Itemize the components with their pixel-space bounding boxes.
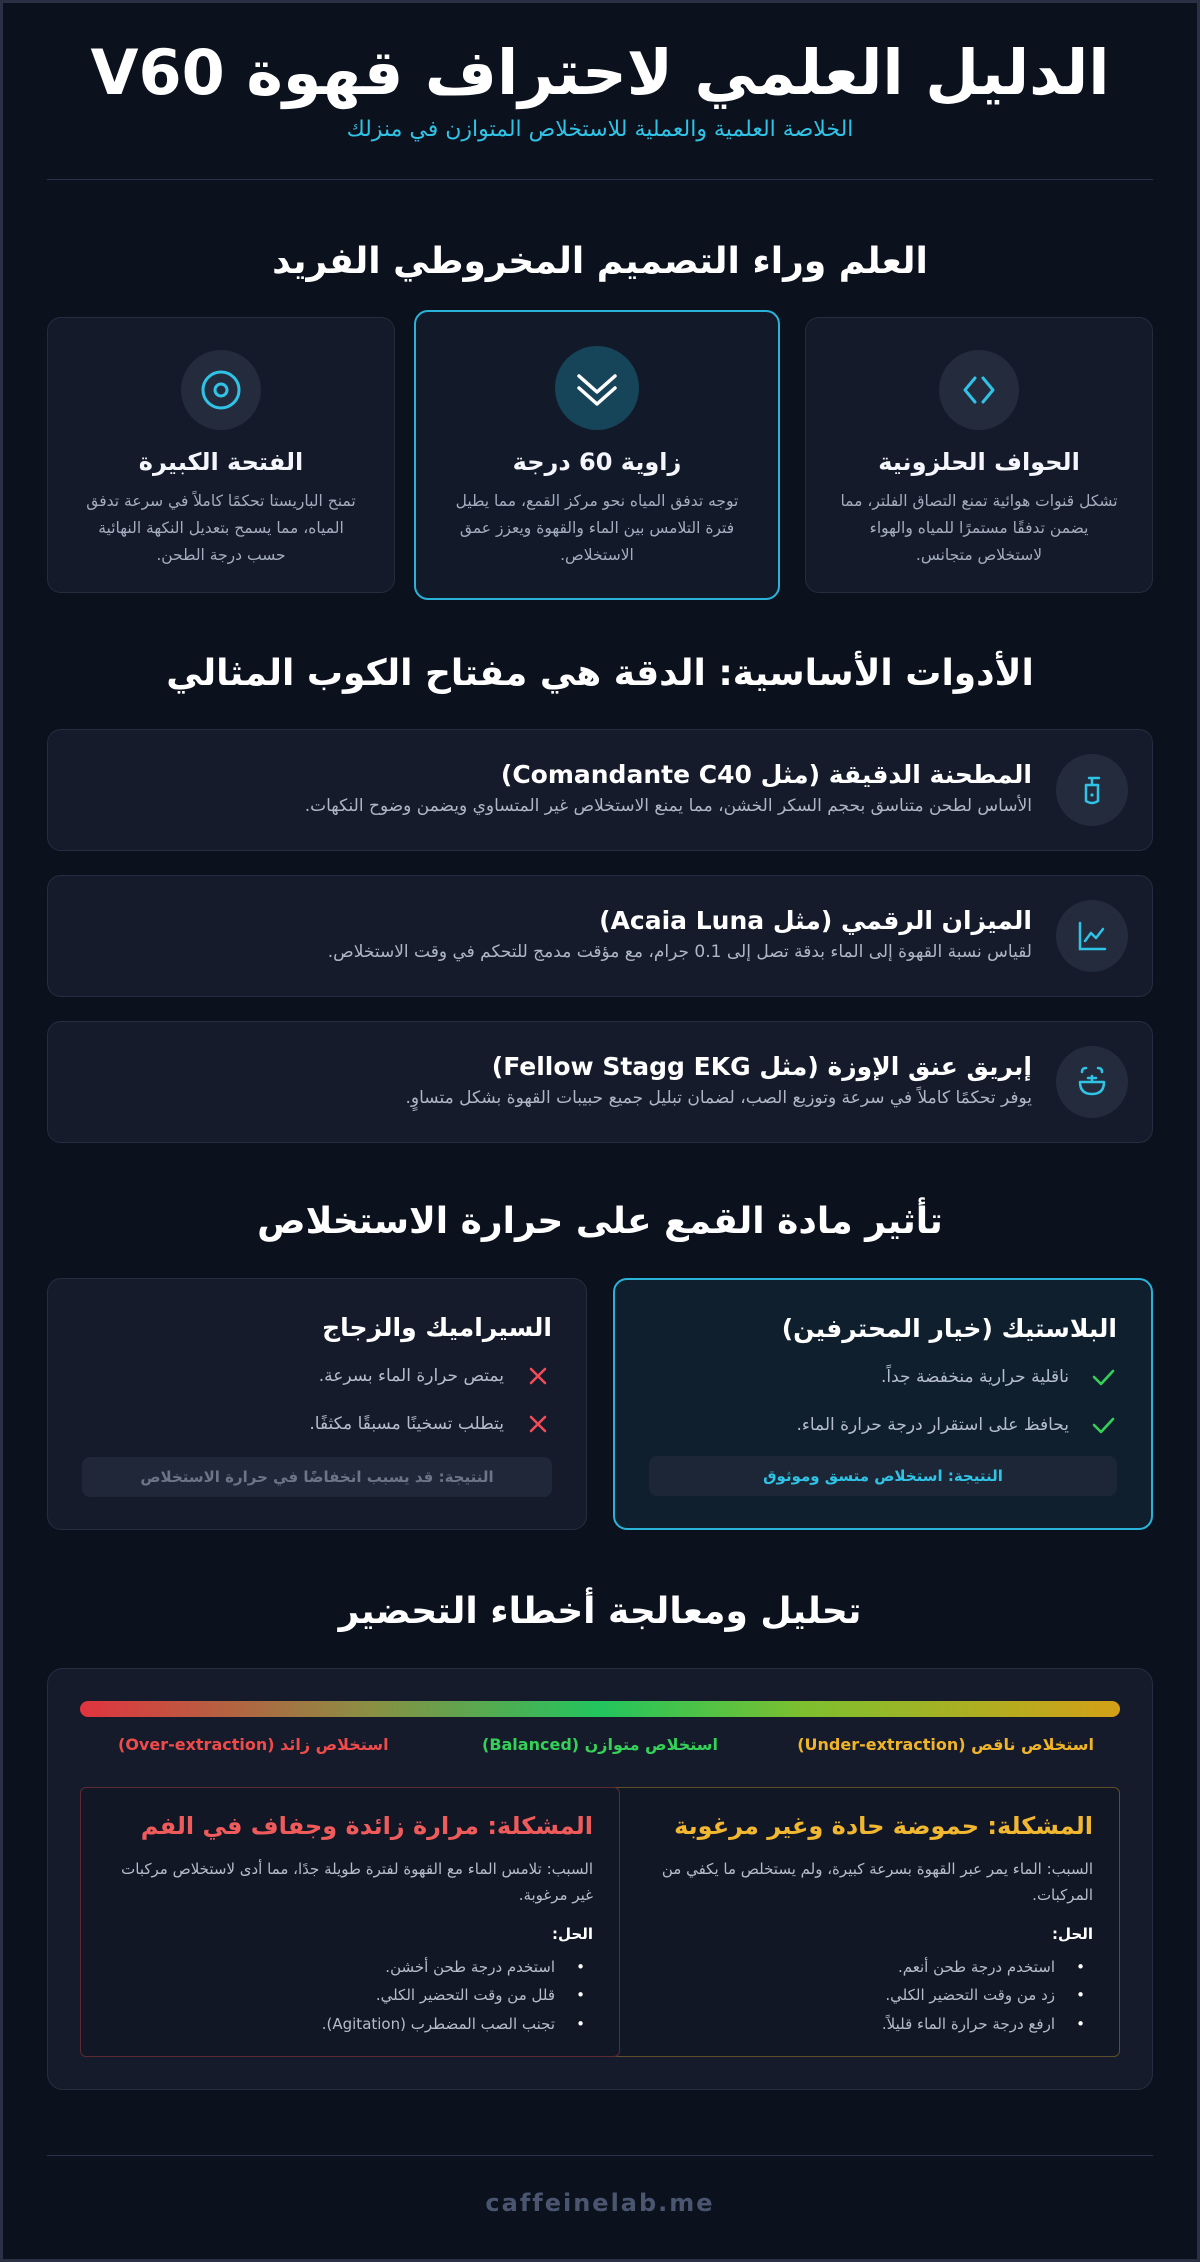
feature-desc: توجه تدفق المياه نحو مركز القمع، مما يطيل فترة التلامس بين الماء والقهوة ويعزز عمق الاستخلاص. [455,492,739,565]
spiral-ribs-icon [939,350,1019,430]
spectrum-label-balanced: استخلاص متوازن (Balanced) [482,1735,718,1754]
material-card-plastic [613,1278,1153,1530]
material-point-text: يتطلب تسخينًا مسبقًا مكثفًا. [309,1414,504,1434]
material-title: البلاستيك (خيار المحترفين) [781,1314,1117,1343]
material-point [649,1411,1117,1439]
tool-desc: يوفر تحكمًا كاملاً في سرعة وتوزيع الصب، لضمان تبليل جميع حبيبات القهوة بشكل متساوٍ. [405,1088,1032,1108]
check-icon [1089,1411,1117,1439]
solution-item: • تجنب الصب المضطرب (Agitation). [107,2010,593,2039]
cross-icon [524,1362,552,1390]
material-point-text: ناقلية حرارية منخفضة جداً. [880,1367,1069,1387]
solution-label: الحل: [1052,1924,1093,1943]
tool-desc: لقياس نسبة القهوة إلى الماء بدقة تصل إلى 0.1 جرام، مع مؤقت مدمج للتحكم في وقت الاستخلاص. [327,942,1032,962]
tools-section-title: الأدوات الأساسية: الدقة هي مفتاح الكوب المثالي [166,653,1034,694]
kettle-icon [1056,1046,1128,1118]
error-cause: السبب: تلامس الماء مع القهوة لفترة طويلة جدًا، مما أدى لاستخلاص مركبات غير مرغوبة. [121,1860,593,1905]
solution-label: الحل: [552,1924,593,1943]
material-point-text: يمتص حرارة الماء بسرعة. [318,1366,504,1386]
page-subtitle: الخلاصة العلمية والعملية للاستخلاص المتوازن في منزلك [346,117,854,142]
scale-chart-icon [1056,900,1128,972]
solution-item: • زد من وقت التحضير الكلي. [607,1981,1093,2010]
material-result: النتيجة: قد يسبب انخفاضًا في حرارة الاستخلاص [82,1457,552,1497]
tool-card-scale [47,875,1153,997]
solution-list [607,1953,1093,2039]
tool-card-grinder [47,729,1153,851]
feature-desc: تمنح الباريستا تحكمًا كاملاً في سرعة تدفق المياه، مما يسمح بتعديل النكهة النهائية حسب درجة الطحن. [86,492,356,565]
material-card-ceramic [47,1278,587,1530]
error-title: المشكلة: حموضة حادة وغير مرغوبة [674,1812,1093,1840]
material-point [82,1410,552,1438]
solution-item: • ارفع درجة حرارة الماء قليلاً. [607,2010,1093,2039]
feature-title: الحواف الحلزونية [878,448,1080,476]
tool-card-kettle [47,1021,1153,1143]
solution-item: • قلل من وقت التحضير الكلي. [107,1981,593,2010]
error-card-under-extraction [580,1787,1120,2057]
target-icon [181,350,261,430]
material-point [649,1363,1117,1391]
feature-title: زاوية 60 درجة [512,448,682,476]
solution-list [107,1953,593,2039]
material-result: النتيجة: استخلاص متسق وموثوق [649,1456,1117,1496]
tool-title: المطحنة الدقيقة (مثل Comandante C40) [500,760,1032,789]
materials-section-title: تأثير مادة القمع على حرارة الاستخلاص [257,1201,943,1242]
extraction-spectrum-bar [80,1701,1120,1717]
spectrum-label-over: استخلاص زائد (Over-extraction) [118,1735,389,1754]
error-card-over-extraction [80,1787,620,2057]
page-title: الدليل العلمي لاحتراف قهوة V60 [90,36,1110,109]
solution-item: • استخدم درجة طحن أخشن. [107,1953,593,1982]
footer-divider [47,2155,1153,2156]
feature-card-spiral-ribs [805,317,1153,593]
errors-panel [47,1668,1153,2090]
feature-title: الفتحة الكبيرة [138,448,304,476]
errors-section-title: تحليل ومعالجة أخطاء التحضير [338,1591,862,1632]
feature-card-large-opening [47,317,395,593]
material-point [82,1362,552,1390]
header-divider [47,179,1153,180]
check-icon [1089,1363,1117,1391]
feature-card-60-degree [414,310,780,600]
cross-icon [524,1410,552,1438]
tool-desc: الأساس لطحن متناسق بحجم السكر الخشن، مما يمنع الاستخلاص غير المتساوي ويضمن وضوح النكهات. [304,796,1032,816]
tool-title: الميزان الرقمي (مثل Acaia Luna) [599,906,1032,935]
design-section-title: العلم وراء التصميم المخروطي الفريد [272,241,928,282]
solution-item: • استخدم درجة طحن أنعم. [607,1953,1093,1982]
grinder-icon [1056,754,1128,826]
tool-title: إبريق عنق الإوزة (مثل Fellow Stagg EKG) [491,1052,1032,1081]
material-title: السيراميك والزجاج [322,1313,552,1342]
feature-desc: تشكل قنوات هوائية تمنع التصاق الفلتر، مما يضمن تدفقًا مستمرًا للمياه والهواء لاستخلاص متجانس. [840,492,1118,565]
footer-site-link[interactable]: caffeinelab.me [485,2189,715,2217]
chevron-down-icon [555,346,639,430]
error-cause: السبب: الماء يمر عبر القهوة بسرعة كبيرة، ولم يستخلص ما يكفي من المركبات. [661,1860,1093,1905]
spectrum-label-under: استخلاص ناقص (Under-extraction) [797,1735,1094,1754]
error-title: المشكلة: مرارة زائدة وجفاف في الفم [140,1812,593,1840]
material-point-text: يحافظ على استقرار درجة حرارة الماء. [796,1415,1069,1435]
